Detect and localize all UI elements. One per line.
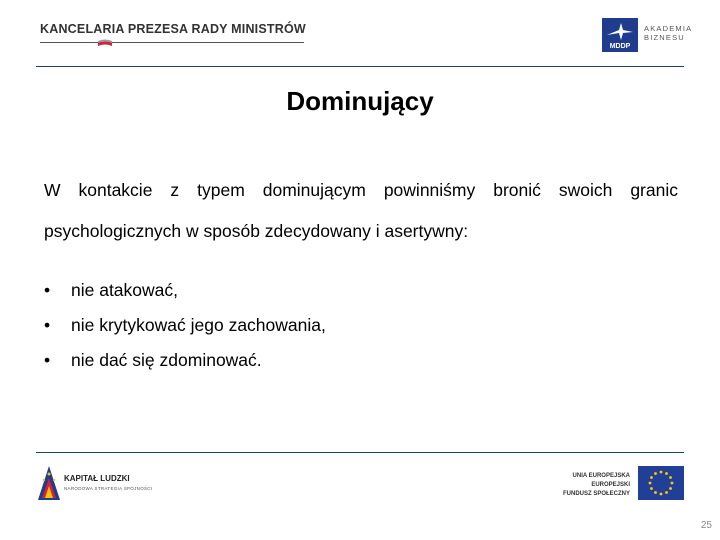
polish-flag-icon — [98, 38, 112, 48]
star-icon — [605, 21, 635, 41]
eu-stars-icon — [638, 466, 684, 500]
akademia-line-1: AKADEMIA — [644, 24, 693, 33]
list-item — [44, 315, 326, 350]
eu-star — [650, 476, 653, 479]
eu-star — [660, 493, 663, 496]
eu-line-3: FUNDUSZ SPOŁECZNY — [562, 491, 630, 497]
kapital-ludzki-logo — [36, 462, 186, 502]
mddp-logo-text: MDDP — [609, 43, 631, 50]
akademia-biznesu-logo-text — [644, 24, 692, 42]
kprm-logo-underline — [40, 42, 304, 43]
intro-paragraph: W kontakcie z typem dominującym powinniśmy bronić swoich granic psychologicznych w sposób zdecydowany i asertywny: — [44, 180, 678, 241]
bullet-list — [44, 280, 326, 385]
list-item — [44, 350, 326, 385]
eu-line-2: EUROPEJSKI — [591, 482, 630, 488]
kprm-logo — [40, 22, 306, 36]
mddp-akademia-logo — [602, 18, 693, 54]
eu-star — [650, 487, 653, 490]
bullet-text: nie dać się zdominować. — [71, 350, 262, 370]
eu-star — [665, 491, 668, 494]
kapital-ludzki-subtext: NARODOWA STRATEGIA SPÓJNOŚCI — [64, 486, 153, 491]
eu-star — [660, 471, 663, 474]
kprm-logo-text: KANCELARIA PREZESA RADY MINISTRÓW — [40, 22, 306, 36]
eu-star — [671, 482, 674, 485]
page-number: 25 — [700, 520, 712, 531]
eu-star — [654, 472, 657, 475]
akademia-line-2: BIZNESU — [644, 33, 685, 42]
bullet-icon: • — [44, 315, 51, 335]
eu-star — [649, 482, 652, 485]
slide-title: Dominujący — [286, 86, 434, 116]
mddp-logo — [602, 18, 638, 52]
bullet-text: nie krytykować jego zachowania, — [71, 315, 326, 335]
eu-star — [669, 476, 672, 479]
eu-flag-icon — [638, 466, 684, 500]
kapital-ludzki-text: KAPITAŁ LUDZKI — [64, 474, 130, 483]
list-item — [44, 280, 326, 315]
eu-star — [665, 472, 668, 475]
eu-star — [654, 491, 657, 494]
bullet-text: nie atakować, — [71, 280, 179, 300]
header-divider — [36, 66, 684, 67]
eu-line-1: UNIA EUROPEJSKA — [572, 473, 630, 479]
bullet-icon: • — [44, 350, 51, 370]
eu-logo — [560, 466, 686, 502]
eu-star — [669, 487, 672, 490]
footer-divider — [36, 452, 684, 453]
bullet-icon: • — [44, 280, 51, 300]
eu-logo-text — [560, 472, 630, 499]
kapital-ludzki-emblem-icon — [36, 464, 62, 502]
